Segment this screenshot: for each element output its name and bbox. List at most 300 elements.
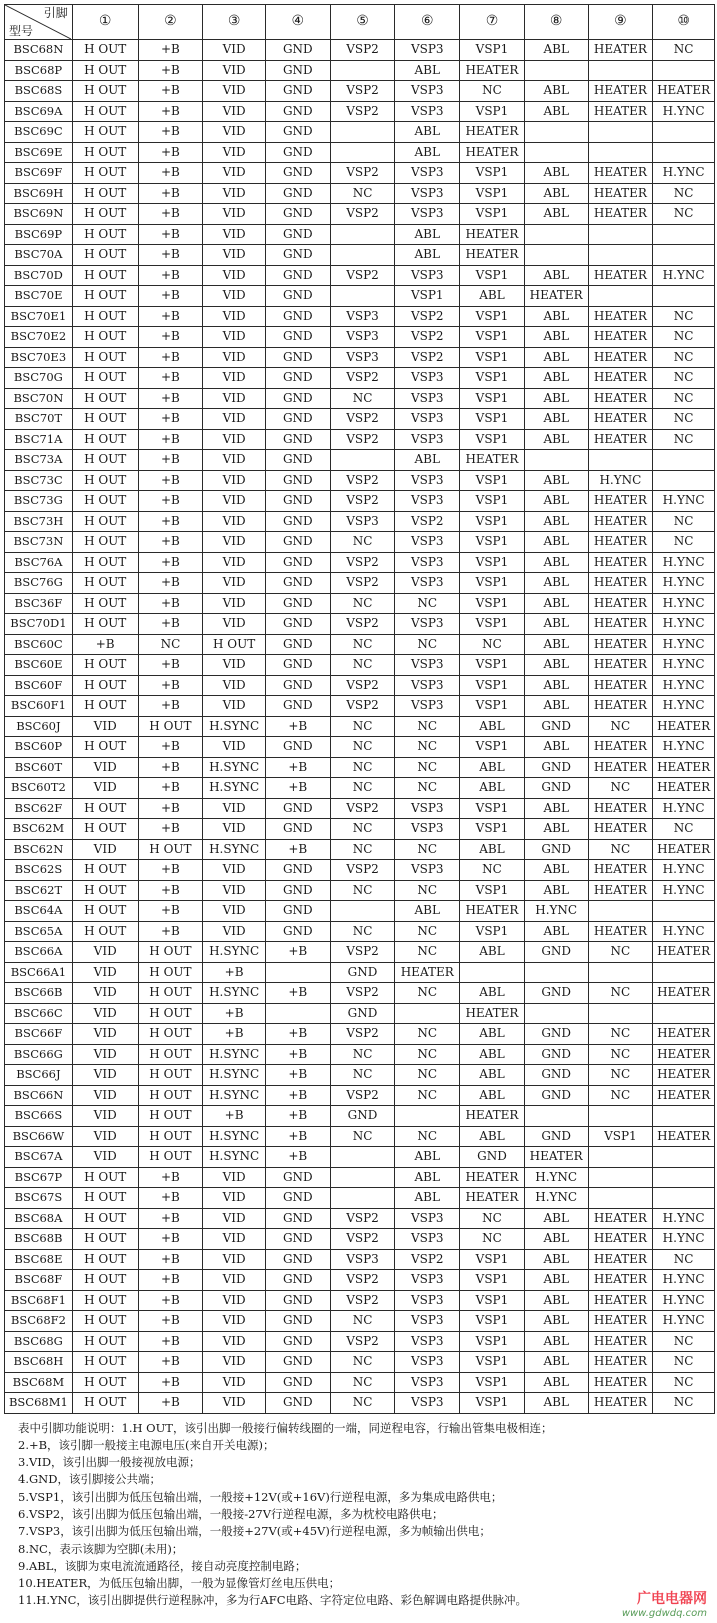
pin-cell: ABL: [460, 983, 525, 1004]
model-cell: BSC69C: [5, 122, 73, 143]
pin-cell: HEATER: [460, 122, 525, 143]
pin-cell: VID: [203, 860, 266, 881]
pin-cell: [265, 962, 330, 983]
pin-cell: VSP3: [395, 409, 460, 430]
pin-cell: VSP2: [330, 1085, 395, 1106]
pin-cell: ABL: [395, 142, 460, 163]
pin-cell: ABL: [460, 1126, 525, 1147]
note-line: 4.GND，该引脚接公共端；: [18, 1472, 161, 1487]
pin-cell: [588, 901, 653, 922]
pin-cell: VSP3: [395, 655, 460, 676]
pin-cell: +B: [138, 860, 203, 881]
pin-header: ①: [72, 5, 138, 40]
pin-cell: ABL: [395, 245, 460, 266]
table-row: [5, 1167, 715, 1188]
pin-cell: H.YNC: [653, 593, 715, 614]
table-row: [5, 757, 715, 778]
table-row: [5, 122, 715, 143]
pin-cell: +B: [138, 1393, 203, 1414]
table-row: [5, 1372, 715, 1393]
pin-cell: [653, 122, 715, 143]
pin-cell: H.SYNC: [203, 716, 266, 737]
model-cell: BSC36F: [5, 593, 73, 614]
pin-cell: VID: [203, 1167, 266, 1188]
watermark-title: 广电电器网: [637, 1591, 707, 1607]
model-cell: BSC70A: [5, 245, 73, 266]
pin-cell: H.YNC: [653, 921, 715, 942]
model-cell: BSC70E2: [5, 327, 73, 348]
pin-cell: VSP2: [330, 204, 395, 225]
pin-cell: HEATER: [653, 1065, 715, 1086]
pin-cell: [588, 1003, 653, 1024]
model-cell: BSC70D1: [5, 614, 73, 635]
model-cell: BSC66C: [5, 1003, 73, 1024]
pin-cell: VSP3: [395, 819, 460, 840]
pin-cell: VID: [203, 347, 266, 368]
pin-cell: VID: [203, 737, 266, 758]
pin-cell: NC: [395, 1024, 460, 1045]
pin-cell: ABL: [524, 1270, 588, 1291]
model-cell: BSC68F2: [5, 1311, 73, 1332]
pin-cell: HEATER: [460, 1188, 525, 1209]
pin-cell: H OUT: [72, 614, 138, 635]
pin-cell: HEATER: [588, 183, 653, 204]
pin-cell: NC: [330, 634, 395, 655]
pin-cell: HEATER: [588, 1290, 653, 1311]
pin-cell: +B: [138, 819, 203, 840]
pin-cell: [653, 60, 715, 81]
pin-cell: H OUT: [138, 716, 203, 737]
pin-cell: VSP3: [395, 163, 460, 184]
pin-cell: VSP3: [395, 265, 460, 286]
pin-cell: NC: [395, 942, 460, 963]
pin-cell: VSP1: [460, 696, 525, 717]
pin-cell: H OUT: [72, 388, 138, 409]
pin-cell: VSP1: [460, 1331, 525, 1352]
pin-cell: ABL: [460, 778, 525, 799]
pin-cell: VSP2: [330, 491, 395, 512]
pin-cell: VID: [72, 1044, 138, 1065]
pin-cell: NC: [330, 1393, 395, 1414]
table-row: [5, 1290, 715, 1311]
pin-cell: H OUT: [72, 1270, 138, 1291]
pin-cell: VSP2: [395, 347, 460, 368]
pin-cell: H.YNC: [653, 1270, 715, 1291]
table-row: [5, 962, 715, 983]
pin-cell: H.SYNC: [203, 1065, 266, 1086]
pin-cell: HEATER: [588, 388, 653, 409]
pin-cell: HEATER: [395, 962, 460, 983]
pin-cell: +B: [138, 286, 203, 307]
pin-cell: [330, 142, 395, 163]
pin-cell: GND: [265, 880, 330, 901]
pin-cell: H OUT: [72, 265, 138, 286]
pin-cell: VID: [72, 1147, 138, 1168]
pin-cell: VSP3: [395, 1270, 460, 1291]
pin-cell: ABL: [524, 511, 588, 532]
pin-cell: VID: [203, 245, 266, 266]
pin-cell: GND: [265, 511, 330, 532]
pin-cell: ABL: [524, 675, 588, 696]
pin-cell: HEATER: [653, 81, 715, 102]
pin-cell: VSP1: [460, 819, 525, 840]
header-label-model: 型号: [9, 24, 34, 38]
pin-cell: +B: [138, 388, 203, 409]
pin-cell: VSP1: [460, 1352, 525, 1373]
pin-cell: ABL: [395, 1167, 460, 1188]
pin-cell: +B: [138, 1311, 203, 1332]
table-row: [5, 614, 715, 635]
pin-cell: NC: [395, 983, 460, 1004]
pin-notes: [4, 1420, 715, 1610]
pin-cell: HEATER: [588, 368, 653, 389]
pin-cell: VID: [203, 470, 266, 491]
pin-cell: VID: [203, 614, 266, 635]
model-cell: BSC69F: [5, 163, 73, 184]
table-row: [5, 327, 715, 348]
pin-cell: +B: [265, 1065, 330, 1086]
pin-cell: GND: [265, 122, 330, 143]
pin-cell: GND: [524, 716, 588, 737]
note-line: 9.ABL，该脚为束电流流通路径，接自动亮度控制电路；: [18, 1558, 307, 1573]
pin-cell: VSP2: [330, 614, 395, 635]
model-cell: BSC62F: [5, 798, 73, 819]
pin-cell: NC: [395, 634, 460, 655]
model-cell: BSC66S: [5, 1106, 73, 1127]
pin-cell: ABL: [524, 819, 588, 840]
pin-cell: VID: [203, 429, 266, 450]
pin-cell: VID: [203, 81, 266, 102]
pin-cell: VSP3: [395, 860, 460, 881]
pin-cell: H.YNC: [524, 901, 588, 922]
pin-cell: HEATER: [588, 1311, 653, 1332]
pin-cell: H.YNC: [653, 101, 715, 122]
pin-cell: HEATER: [588, 81, 653, 102]
pin-cell: [653, 962, 715, 983]
pin-cell: GND: [265, 1393, 330, 1414]
pin-cell: ABL: [524, 163, 588, 184]
pin-cell: [330, 901, 395, 922]
pin-cell: VSP2: [330, 675, 395, 696]
table-row: [5, 1085, 715, 1106]
pin-cell: H.SYNC: [203, 778, 266, 799]
table-row: [5, 798, 715, 819]
pin-cell: H OUT: [72, 573, 138, 594]
model-cell: BSC68A: [5, 1208, 73, 1229]
pin-cell: GND: [524, 1065, 588, 1086]
pin-cell: VID: [203, 1290, 266, 1311]
pin-cell: HEATER: [588, 860, 653, 881]
model-cell: BSC76G: [5, 573, 73, 594]
pin-cell: VSP1: [460, 1393, 525, 1414]
pin-cell: +B: [138, 737, 203, 758]
pin-cell: GND: [524, 839, 588, 860]
pin-cell: +B: [138, 204, 203, 225]
table-row: [5, 1126, 715, 1147]
pin-cell: HEATER: [588, 819, 653, 840]
pin-cell: H.SYNC: [203, 757, 266, 778]
pin-cell: [588, 286, 653, 307]
table-row: [5, 491, 715, 512]
table-row: [5, 245, 715, 266]
table-row: [5, 942, 715, 963]
pin-cell: ABL: [524, 655, 588, 676]
pin-cell: VSP3: [395, 40, 460, 61]
pin-cell: HEATER: [588, 511, 653, 532]
pin-cell: H OUT: [72, 429, 138, 450]
pin-cell: VID: [203, 327, 266, 348]
pin-cell: H OUT: [72, 593, 138, 614]
pin-cell: +B: [138, 1352, 203, 1373]
pin-cell: VID: [203, 60, 266, 81]
pin-cell: ABL: [524, 40, 588, 61]
pin-cell: NC: [460, 634, 525, 655]
pin-cell: VSP3: [395, 491, 460, 512]
pin-cell: NC: [653, 511, 715, 532]
table-row: [5, 1003, 715, 1024]
pin-cell: GND: [265, 1208, 330, 1229]
pin-cell: NC: [653, 327, 715, 348]
model-cell: BSC62M: [5, 819, 73, 840]
pin-cell: ABL: [460, 942, 525, 963]
pin-cell: HEATER: [588, 204, 653, 225]
pin-cell: H OUT: [138, 1147, 203, 1168]
pin-cell: VSP2: [330, 40, 395, 61]
pin-cell: VID: [203, 593, 266, 614]
pin-cell: HEATER: [588, 737, 653, 758]
pin-cell: +B: [138, 183, 203, 204]
pin-cell: ABL: [524, 921, 588, 942]
pin-cell: VSP1: [460, 1290, 525, 1311]
pin-cell: H OUT: [72, 675, 138, 696]
pin-cell: [588, 962, 653, 983]
pin-cell: H.YNC: [588, 470, 653, 491]
pin-cell: [524, 962, 588, 983]
pin-cell: H OUT: [138, 983, 203, 1004]
pin-cell: VID: [72, 1106, 138, 1127]
pin-cell: +B: [265, 839, 330, 860]
pin-cell: ABL: [524, 491, 588, 512]
pin-cell: HEATER: [653, 1024, 715, 1045]
pin-cell: [330, 60, 395, 81]
pin-cell: [653, 1003, 715, 1024]
watermark-logo: [622, 1588, 707, 1619]
model-cell: BSC66A: [5, 942, 73, 963]
pin-cell: NC: [395, 921, 460, 942]
pin-cell: GND: [265, 1229, 330, 1250]
pin-cell: VSP1: [460, 552, 525, 573]
pin-cell: ABL: [524, 327, 588, 348]
model-cell: BSC60F1: [5, 696, 73, 717]
pin-cell: HEATER: [588, 593, 653, 614]
pin-cell: VSP1: [460, 368, 525, 389]
pin-cell: VID: [203, 511, 266, 532]
pin-cell: [588, 224, 653, 245]
model-cell: BSC70E: [5, 286, 73, 307]
pin-cell: +B: [138, 429, 203, 450]
pin-cell: H OUT: [72, 286, 138, 307]
pin-cell: GND: [265, 552, 330, 573]
pin-cell: HEATER: [588, 163, 653, 184]
pin-cell: GND: [265, 573, 330, 594]
pin-header: ⑦: [460, 5, 525, 40]
pin-cell: +B: [138, 532, 203, 553]
model-cell: BSC68E: [5, 1249, 73, 1270]
pin-cell: H.YNC: [653, 1229, 715, 1250]
pin-cell: VSP3: [395, 1208, 460, 1229]
table-row: [5, 224, 715, 245]
pin-cell: +B: [138, 1208, 203, 1229]
pin-cell: [588, 1147, 653, 1168]
pin-cell: +B: [265, 1085, 330, 1106]
pin-cell: NC: [588, 778, 653, 799]
pin-cell: VSP3: [395, 81, 460, 102]
pin-cell: VSP1: [460, 388, 525, 409]
model-cell: BSC60T: [5, 757, 73, 778]
pin-cell: VSP1: [395, 286, 460, 307]
pin-cell: ABL: [524, 798, 588, 819]
pin-cell: VID: [72, 983, 138, 1004]
pin-cell: NC: [460, 81, 525, 102]
pin-cell: H.YNC: [653, 1290, 715, 1311]
table-row: [5, 634, 715, 655]
pin-cell: GND: [265, 60, 330, 81]
pin-cell: +B: [138, 901, 203, 922]
pin-cell: [588, 122, 653, 143]
pin-cell: H OUT: [203, 634, 266, 655]
pin-cell: VID: [72, 1024, 138, 1045]
pin-cell: H.YNC: [653, 491, 715, 512]
pin-cell: +B: [138, 552, 203, 573]
pin-cell: NC: [653, 532, 715, 553]
pin-cell: +B: [265, 942, 330, 963]
table-row: [5, 40, 715, 61]
pin-cell: [653, 1147, 715, 1168]
pin-cell: [653, 1188, 715, 1209]
pin-cell: ABL: [460, 1044, 525, 1065]
pin-cell: VSP1: [460, 798, 525, 819]
pin-cell: ABL: [524, 388, 588, 409]
model-cell: BSC69E: [5, 142, 73, 163]
pin-cell: NC: [588, 1024, 653, 1045]
pin-cell: VSP1: [460, 306, 525, 327]
pin-cell: [653, 286, 715, 307]
pin-cell: VID: [72, 1003, 138, 1024]
pin-cell: H OUT: [72, 1249, 138, 1270]
pin-cell: H OUT: [72, 306, 138, 327]
pin-cell: +B: [265, 757, 330, 778]
pin-cell: NC: [330, 716, 395, 737]
pin-cell: NC: [653, 388, 715, 409]
pin-cell: +B: [138, 593, 203, 614]
model-cell: BSC66A1: [5, 962, 73, 983]
note-line: 3.VID，该引出脚一般接视放电源；: [18, 1455, 201, 1470]
pin-cell: ABL: [524, 737, 588, 758]
pin-cell: VID: [203, 1229, 266, 1250]
pin-cell: [653, 1106, 715, 1127]
pin-cell: VID: [203, 101, 266, 122]
header-corner-cell: [5, 5, 73, 40]
pin-cell: ABL: [395, 224, 460, 245]
pin-cell: +B: [138, 450, 203, 471]
model-cell: BSC73G: [5, 491, 73, 512]
pin-cell: [460, 962, 525, 983]
pin-cell: ABL: [395, 901, 460, 922]
pin-cell: VID: [203, 552, 266, 573]
pin-cell: VSP3: [395, 696, 460, 717]
pin-cell: GND: [265, 388, 330, 409]
pin-cell: H OUT: [72, 798, 138, 819]
pin-cell: VSP1: [460, 880, 525, 901]
pin-cell: NC: [460, 860, 525, 881]
pin-function-table: [4, 4, 715, 1414]
pin-cell: VSP3: [395, 429, 460, 450]
pin-cell: H OUT: [72, 1311, 138, 1332]
pin-cell: [588, 245, 653, 266]
pin-cell: HEATER: [588, 1249, 653, 1270]
table-row: [5, 265, 715, 286]
pin-cell: H.YNC: [653, 696, 715, 717]
pin-cell: +B: [138, 1270, 203, 1291]
pin-cell: HEATER: [460, 1167, 525, 1188]
pin-cell: H.YNC: [653, 1208, 715, 1229]
pin-cell: VSP3: [395, 368, 460, 389]
pin-cell: +B: [265, 1106, 330, 1127]
pin-cell: [653, 470, 715, 491]
pin-cell: NC: [588, 1044, 653, 1065]
pin-cell: GND: [265, 450, 330, 471]
pin-cell: HEATER: [460, 450, 525, 471]
pin-cell: HEATER: [460, 1003, 525, 1024]
pin-header: ③: [203, 5, 266, 40]
pin-cell: NC: [330, 655, 395, 676]
pin-cell: HEATER: [653, 778, 715, 799]
pin-cell: GND: [265, 183, 330, 204]
model-cell: BSC69P: [5, 224, 73, 245]
pin-cell: VSP3: [395, 101, 460, 122]
pin-cell: ABL: [524, 204, 588, 225]
pin-cell: ABL: [524, 614, 588, 635]
pin-cell: GND: [265, 1290, 330, 1311]
table-row: [5, 737, 715, 758]
pin-cell: H OUT: [72, 327, 138, 348]
pin-cell: VSP2: [395, 1249, 460, 1270]
pin-cell: H OUT: [138, 942, 203, 963]
pin-cell: GND: [265, 368, 330, 389]
pin-cell: [395, 1106, 460, 1127]
pin-cell: NC: [588, 1065, 653, 1086]
pin-cell: [653, 1167, 715, 1188]
pin-cell: +B: [138, 511, 203, 532]
pin-cell: VSP3: [395, 1393, 460, 1414]
table-row: [5, 1249, 715, 1270]
pin-cell: GND: [524, 1126, 588, 1147]
pin-cell: H OUT: [138, 962, 203, 983]
pin-cell: VSP2: [330, 1331, 395, 1352]
pin-cell: HEATER: [588, 573, 653, 594]
pin-cell: H OUT: [72, 1290, 138, 1311]
pin-cell: HEATER: [588, 675, 653, 696]
pin-header: ⑥: [395, 5, 460, 40]
pin-cell: NC: [653, 306, 715, 327]
pin-cell: HEATER: [588, 757, 653, 778]
pin-cell: ABL: [524, 1311, 588, 1332]
pin-cell: ABL: [460, 1065, 525, 1086]
pin-cell: ABL: [524, 696, 588, 717]
pin-cell: ABL: [395, 1147, 460, 1168]
pin-cell: +B: [72, 634, 138, 655]
pin-cell: [524, 1106, 588, 1127]
